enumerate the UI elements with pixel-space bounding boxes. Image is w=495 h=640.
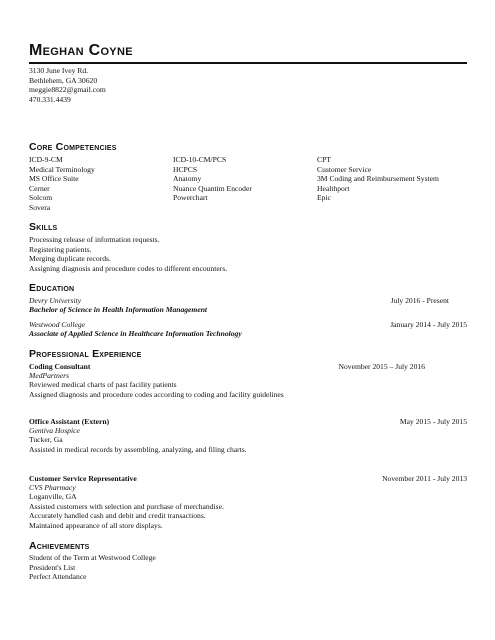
job-title: Coding Consultant xyxy=(29,362,91,371)
competencies-column-3 xyxy=(317,155,439,203)
competency-item: MS Office Suite xyxy=(29,174,79,183)
job-duty: Assisted in medical records by assembling, analyzing, and filing charts. xyxy=(29,444,247,454)
skill-item: Processing release of information requests. xyxy=(29,235,160,244)
achievement-item: Student of the Term at Westwood College xyxy=(29,553,156,562)
contact-block xyxy=(29,66,106,105)
employer-name: MedPartners xyxy=(29,371,70,380)
job-duty: Reviewed medical charts of past facility patients xyxy=(29,380,177,389)
address-line-1: 3130 June Ivey Rd. xyxy=(29,66,89,75)
education-heading: Education xyxy=(29,282,75,294)
job-title: Customer Service Representative xyxy=(29,474,137,483)
achievements-list xyxy=(29,553,156,582)
education-dates: July 2016 - Present xyxy=(390,296,449,305)
job-description xyxy=(29,492,224,530)
job-duty: Maintained appearance of all store displays. xyxy=(29,520,163,530)
skill-item: Registering patients. xyxy=(29,244,92,254)
competency-item: ICD-10-CM/PCS xyxy=(173,155,227,164)
job-title: Office Assistant (Extern) xyxy=(29,417,110,426)
skills-heading: Skills xyxy=(29,221,58,233)
job-duty: Accurately handled cash and debit and credit transactions. xyxy=(29,511,206,520)
competency-item: Medical Terminology xyxy=(29,164,95,174)
experience-heading: Professional Experience xyxy=(29,348,142,360)
skill-item: Merging duplicate records. xyxy=(29,254,111,263)
competency-item: ICD-9-CM xyxy=(29,155,63,164)
competency-item: Sovera xyxy=(29,202,51,212)
competencies-column-2 xyxy=(173,155,252,203)
competency-item: Powerchart xyxy=(173,193,208,202)
job-duty: Assisted customers with selection and purchase of merchandise. xyxy=(29,501,224,511)
competency-item: HCPCS xyxy=(173,164,198,174)
competency-item: CPT xyxy=(317,155,331,164)
achievement-item: President's List xyxy=(29,562,76,572)
education-dates: January 2014 - July 2015 xyxy=(390,320,467,329)
job-location: Loganville, GA xyxy=(29,492,77,501)
school-name: Westwood College xyxy=(29,320,86,329)
achievements-heading: Achievements xyxy=(29,540,90,552)
employer-name: Gentiva Hospice xyxy=(29,426,80,435)
skills-list xyxy=(29,235,227,273)
job-dates: November 2011 - July 2013 xyxy=(382,474,467,483)
competency-item: Nuance Quantim Encoder xyxy=(173,183,252,193)
competency-item: Anatomy xyxy=(173,174,202,183)
skill-item: Assigning diagnosis and procedure codes to different encounters. xyxy=(29,263,228,273)
job-dates: November 2015 – July 2016 xyxy=(338,362,425,371)
email-address: meggie8822@gmail.com xyxy=(29,85,106,95)
phone-number: 470.331.4439 xyxy=(29,95,71,105)
competency-item: Cerner xyxy=(29,183,50,193)
competency-item: Solcom xyxy=(29,193,53,202)
job-location: Tucker, Ga xyxy=(29,435,63,444)
address-line-2: Bethlehem, GA 30620 xyxy=(29,75,98,85)
core-competencies-heading: Core Competencies xyxy=(29,141,117,153)
job-duty: Assigned diagnosis and procedure codes according to coding and facility guidelines xyxy=(29,389,284,399)
degree-name: Associate of Applied Science in Healthcare Information Technology xyxy=(29,329,242,338)
competency-item: Healthport xyxy=(317,183,350,193)
employer-name: CVS Pharmacy xyxy=(29,483,76,492)
candidate-name: Meghan Coyne xyxy=(29,42,133,59)
competency-item: 3M Coding and Reimbursement System xyxy=(317,174,439,183)
school-name: Devry University xyxy=(29,296,82,305)
job-dates: May 2015 - July 2015 xyxy=(399,417,467,426)
job-description xyxy=(29,380,284,399)
achievement-item: Perfect Attendance xyxy=(29,572,87,581)
competencies-column-1 xyxy=(29,155,95,212)
job-description xyxy=(29,435,247,454)
header-divider xyxy=(29,62,467,64)
competency-item: Customer Service xyxy=(317,164,372,174)
competency-item: Epic xyxy=(317,193,331,202)
degree-name: Bachelor of Science in Health Information Management xyxy=(29,305,208,314)
